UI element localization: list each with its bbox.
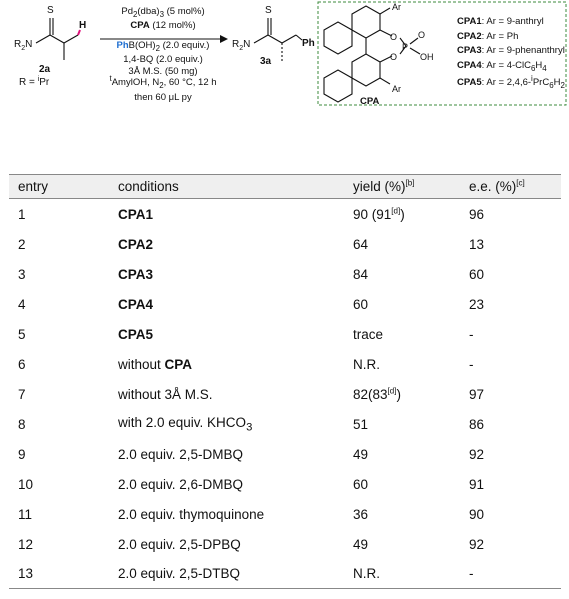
header-entry: entry — [9, 175, 109, 199]
cell-ee: 96 — [469, 206, 485, 222]
cell-entry: 12 — [18, 536, 34, 552]
cell-ee: 91 — [469, 476, 485, 492]
cell-entry: 7 — [18, 386, 26, 402]
condition-line: then 60 μL py — [134, 91, 192, 103]
condition-line: 3Å M.S. (50 mg) — [128, 65, 198, 77]
cell-ee: 97 — [469, 386, 485, 402]
cell-conditions: CPA2 — [118, 236, 154, 252]
aryl-top-label: Ar — [392, 2, 401, 12]
table-row — [9, 349, 561, 379]
cell-yield: 82(83[d]) — [353, 386, 401, 402]
cell-yield: 36 — [353, 506, 369, 522]
table-row — [9, 229, 561, 259]
cell-yield: 60 — [353, 476, 369, 492]
cell-entry: 6 — [18, 356, 26, 372]
header-conditions: conditions — [109, 175, 344, 199]
hydroxyl-label: OH — [420, 52, 434, 62]
sulfur-label: S — [47, 5, 54, 16]
cell-yield: 49 — [353, 446, 369, 462]
product-amide-label: $R_2N$ — [232, 39, 251, 52]
cell-yield: 64 — [353, 236, 369, 252]
cell-ee: 92 — [469, 536, 485, 552]
cell-ee: 23 — [469, 296, 485, 312]
cell-entry: 5 — [18, 326, 26, 342]
cell-yield: N.R. — [353, 356, 380, 372]
oxygen-double-label: O — [418, 30, 426, 40]
cell-ee: - — [469, 326, 474, 342]
cell-yield: 90 (91[d]) — [353, 206, 405, 222]
table-body — [9, 199, 561, 589]
cell-entry: 11 — [18, 506, 33, 522]
reaction-conditions — [103, 6, 223, 103]
cell-entry: 1 — [18, 206, 26, 222]
legend-item: CPA5: $Ar = 2,4,6-^iPrC_6H_2$ — [457, 74, 565, 91]
cell-entry: 13 — [9, 559, 109, 589]
cell-yield: N.R. — [344, 559, 460, 589]
cell-conditions: 2.0 equiv. 2,5-DTBQ — [109, 559, 344, 589]
cell-entry: 8 — [18, 416, 26, 432]
cell-ee: 92 — [469, 446, 485, 462]
cell-conditions: CPA3 — [118, 266, 154, 282]
phosphorus-label: P — [402, 42, 409, 52]
legend-item: CPA1: Ar = 9-anthryl — [457, 16, 544, 27]
condition-line: $Pd_2(dba)_3$ (5 mol%) — [121, 6, 205, 19]
cell-ee: 86 — [469, 416, 485, 432]
cell-conditions: 2.0 equiv. 2,6-DMBQ — [118, 476, 244, 492]
oxygen-bottom-label: O — [390, 52, 398, 62]
cell-yield: 60 — [353, 296, 369, 312]
cell-conditions: 2.0 equiv. 2,5-DMBQ — [118, 446, 244, 462]
legend-item: CPA3: Ar = 9-phenanthryl — [457, 45, 565, 57]
table-row — [9, 259, 561, 289]
condition-line: $PhB(OH)_2$ (2.0 equiv.) — [116, 39, 210, 53]
cell-entry: 4 — [18, 296, 26, 312]
condition-line: 1,4-BQ (2.0 equiv.) — [123, 54, 203, 66]
cell-ee: - — [469, 356, 474, 372]
optimization-table — [9, 174, 561, 589]
table-row — [9, 319, 561, 349]
r-definition: R = $^i$Pr — [19, 76, 50, 88]
header-yield: yield (%)[b] — [344, 175, 460, 199]
header-ee: e.e. (%)[c] — [460, 175, 561, 199]
legend-item: CPA2: Ar = Ph — [457, 30, 519, 42]
table-header-row — [9, 175, 561, 199]
cell-ee: 13 — [469, 236, 485, 252]
table-row — [9, 499, 561, 529]
product-sulfur-label: S — [265, 5, 272, 16]
cell-ee: - — [460, 559, 561, 589]
product-structure — [254, 18, 302, 61]
cell-conditions: with 2.0 equiv. $KHCO_3$ — [118, 414, 253, 434]
cell-entry: 3 — [18, 266, 26, 282]
cpa-label: CPA — [360, 96, 380, 107]
condition-line: CPA (12 mol%) — [130, 20, 196, 32]
cell-yield: 84 — [353, 266, 369, 282]
cell-entry: 9 — [18, 446, 26, 462]
table-row — [9, 439, 561, 469]
table-row — [9, 379, 561, 409]
phenyl-label: Ph — [302, 38, 315, 49]
table-row — [9, 529, 561, 559]
cell-conditions: without 3Å M.S. — [118, 386, 213, 402]
substrate-structure — [36, 18, 80, 60]
product-label: 3a — [260, 56, 272, 67]
cell-yield: 51 — [353, 416, 369, 432]
cell-conditions: CPA5 — [118, 326, 154, 342]
table-row — [9, 559, 561, 589]
cell-ee: 90 — [469, 506, 485, 522]
cell-conditions: without CPA — [118, 356, 193, 372]
cell-entry: 2 — [18, 236, 26, 252]
cell-conditions: 2.0 equiv. thymoquinone — [118, 506, 265, 522]
cell-yield: 49 — [353, 536, 369, 552]
catalyst-legend — [457, 15, 565, 94]
hydrogen-label: H — [79, 20, 87, 31]
legend-item: CPA4: $Ar = 4-ClC_6H_4$ — [457, 59, 547, 73]
table-row — [9, 469, 561, 499]
table-row — [9, 289, 561, 319]
substrate-label: 2a — [39, 64, 51, 75]
cell-yield: trace — [353, 326, 384, 342]
cell-conditions: CPA4 — [118, 296, 154, 312]
table-row — [9, 199, 561, 230]
cell-conditions: 2.0 equiv. 2,5-DPBQ — [118, 536, 241, 552]
cell-entry: 10 — [18, 476, 34, 492]
cell-conditions: CPA1 — [118, 206, 154, 222]
condition-line: $^t$AmylOH, $N_2$, 60 °C, 12 h — [109, 74, 217, 91]
aryl-bottom-label: Ar — [392, 84, 401, 94]
table-row — [9, 409, 561, 439]
amide-label: $R_2N$ — [14, 39, 33, 52]
cpa-structure — [324, 6, 420, 102]
cell-ee: 60 — [469, 266, 485, 282]
oxygen-top-label: O — [390, 32, 398, 42]
